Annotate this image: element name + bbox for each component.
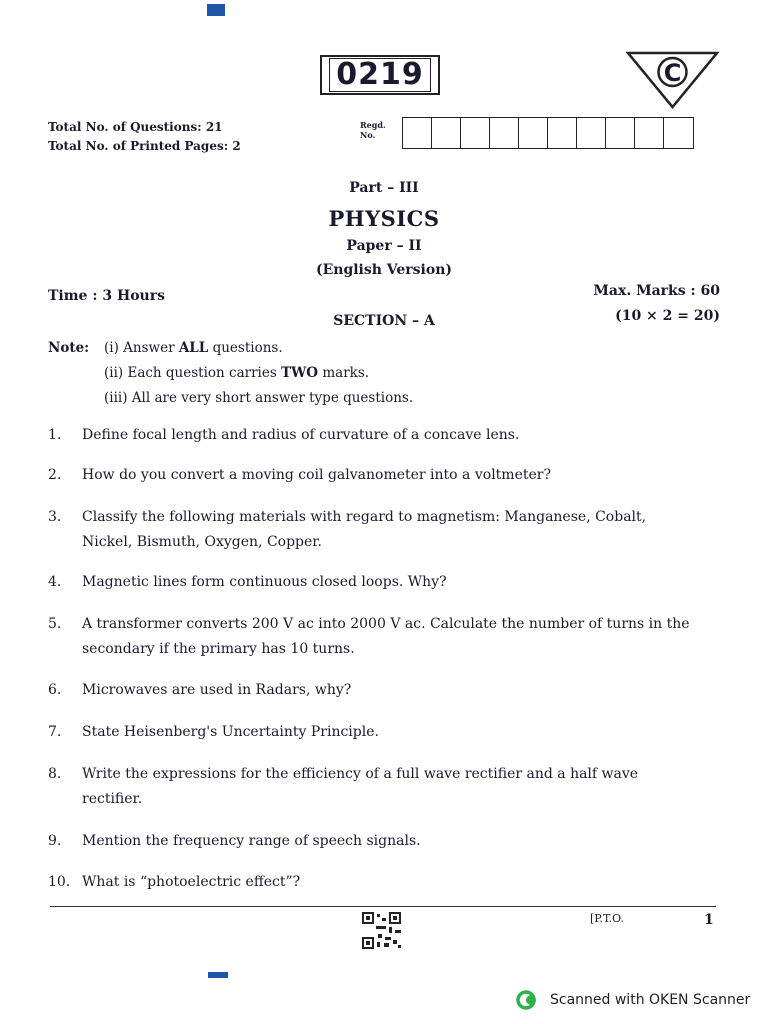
question-number: 8. bbox=[48, 766, 62, 782]
question-item bbox=[48, 829, 698, 854]
question-text: Magnetic lines form continuous closed loops. Why? bbox=[82, 574, 447, 590]
note-label: Note: bbox=[48, 340, 90, 356]
set-letter: C bbox=[663, 59, 682, 87]
regd-cell bbox=[432, 118, 461, 148]
note-item-text: marks. bbox=[318, 365, 370, 381]
time-allowed: Time : 3 Hours bbox=[48, 288, 165, 304]
regd-no-label bbox=[360, 120, 386, 140]
set-letter-triangle bbox=[625, 50, 720, 110]
note-item-text: Answer bbox=[123, 340, 179, 356]
note-item-text: Each question carries bbox=[127, 365, 282, 381]
regd-cell bbox=[664, 118, 693, 148]
question-text: Define focal length and radius of curvature of a concave lens. bbox=[82, 427, 520, 443]
note-item bbox=[104, 340, 283, 356]
page-number: 1 bbox=[704, 912, 714, 928]
note-item-text: questions. bbox=[208, 340, 283, 356]
total-questions: Total No. of Questions: 21 bbox=[48, 120, 223, 134]
note-item-number: (ii) bbox=[104, 365, 124, 381]
note-item-emphasis: TWO bbox=[281, 365, 319, 381]
paper-heading: Paper – II bbox=[346, 238, 422, 254]
pto-label: [P.T.O. bbox=[590, 912, 625, 925]
question-number: 6. bbox=[48, 682, 62, 698]
regd-cell bbox=[490, 118, 519, 148]
regd-cell bbox=[635, 118, 664, 148]
question-text: What is “photoelectric effect”? bbox=[82, 874, 301, 890]
question-number: 1. bbox=[48, 427, 62, 443]
question-item bbox=[48, 463, 698, 488]
note-item-number: (iii) bbox=[104, 390, 128, 406]
paper-code-box bbox=[320, 55, 440, 95]
question-text: Mention the frequency range of speech signals. bbox=[82, 833, 421, 849]
question-number: 3. bbox=[48, 509, 62, 525]
regd-label-line-1: Regd. bbox=[360, 120, 386, 130]
question-text: Write the expressions for the efficiency of a full wave rectifier and a half wave rectifier. bbox=[82, 766, 639, 807]
regd-cell bbox=[519, 118, 548, 148]
question-item bbox=[48, 505, 698, 555]
paper-code: 0219 bbox=[329, 58, 431, 92]
regd-cell bbox=[548, 118, 577, 148]
question-number: 5. bbox=[48, 616, 62, 632]
question-text: Microwaves are used in Radars, why? bbox=[82, 682, 352, 698]
question-text: How do you convert a moving coil galvanometer into a voltmeter? bbox=[82, 467, 551, 483]
question-item bbox=[48, 423, 698, 448]
total-pages: Total No. of Printed Pages: 2 bbox=[48, 139, 241, 153]
question-number: 10. bbox=[48, 874, 71, 890]
subject-title: PHYSICS bbox=[328, 206, 440, 231]
regd-cell bbox=[461, 118, 490, 148]
part-heading: Part – III bbox=[349, 180, 419, 196]
regd-no-grid bbox=[402, 117, 694, 149]
question-text: Classify the following materials with regard to magnetism: Manganese, Cobalt, Nickel, Bismuth, Oxygen, Copper. bbox=[82, 509, 647, 550]
version-heading: (English Version) bbox=[315, 262, 453, 278]
regd-cell bbox=[606, 118, 635, 148]
scanner-watermark bbox=[516, 990, 750, 1010]
regd-label-line-2: No. bbox=[360, 130, 376, 140]
question-item bbox=[48, 762, 698, 812]
note-item-text: All are very short answer type questions. bbox=[131, 390, 414, 406]
max-marks: Max. Marks : 60 bbox=[593, 283, 720, 299]
regd-cell bbox=[403, 118, 432, 148]
regd-cell bbox=[577, 118, 606, 148]
question-item bbox=[48, 870, 698, 895]
question-number: 9. bbox=[48, 833, 62, 849]
question-item bbox=[48, 612, 698, 662]
question-item bbox=[48, 570, 698, 595]
question-text: State Heisenberg's Uncertainty Principle. bbox=[82, 724, 379, 740]
question-item bbox=[48, 720, 698, 745]
note-item bbox=[104, 390, 413, 406]
question-number: 4. bbox=[48, 574, 62, 590]
oken-scanner-logo-icon bbox=[516, 990, 540, 1010]
question-text: A transformer converts 200 V ac into 2000 V ac. Calculate the number of turns in the secondary if the primary has 10 turns. bbox=[82, 616, 690, 657]
note-item-emphasis: ALL bbox=[178, 340, 209, 356]
section-marks: (10 × 2 = 20) bbox=[615, 308, 720, 324]
note-item-number: (i) bbox=[104, 340, 119, 356]
registration-mark-top bbox=[207, 4, 225, 16]
note-item bbox=[104, 365, 369, 381]
registration-mark-bottom bbox=[208, 972, 228, 978]
question-number: 2. bbox=[48, 467, 62, 483]
question-item bbox=[48, 678, 698, 703]
footer-rule bbox=[50, 906, 716, 907]
qr-code-icon bbox=[362, 912, 404, 950]
question-number: 7. bbox=[48, 724, 62, 740]
scanner-text: Scanned with OKEN Scanner bbox=[550, 992, 751, 1008]
section-heading: SECTION – A bbox=[333, 313, 435, 329]
